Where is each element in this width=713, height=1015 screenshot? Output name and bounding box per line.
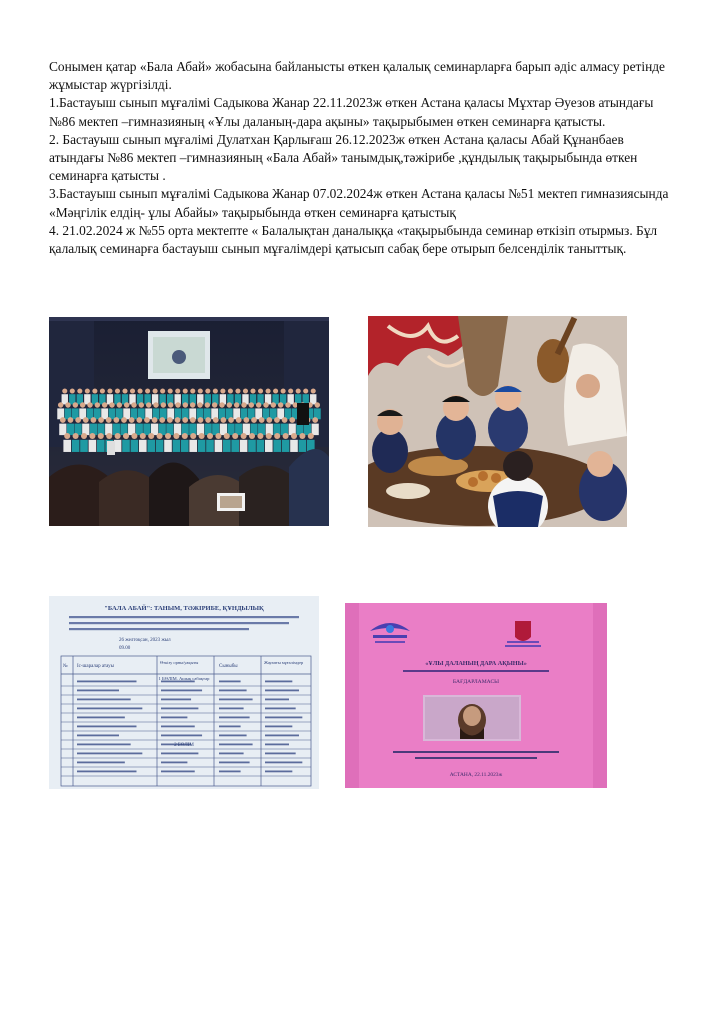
col-place: Өткізу орны/уақыты (160, 660, 199, 665)
col-number: № (63, 664, 68, 669)
booklet-title: «ҰЛЫ ДАЛАНЫҢ ДАРА АҚЫНЫ» (425, 660, 527, 667)
program-date: 26 желтоқсан, 2023 жыл (119, 638, 171, 643)
children-table-photo (368, 316, 627, 527)
concert-photo (49, 317, 329, 526)
report-text (49, 58, 677, 258)
col-teachers: Жауапты мұғалімдер (264, 660, 304, 665)
section-one: 1 БӨЛІМ. Ашық сабақтар (158, 676, 210, 681)
paragraph-item-1: 1.Бастауыш сынып мұғалімі Садыкова Жанар 22.11.2023ж өткен Астана қаласы Мұхтар Әуезов атындағы №86 мектеп –гимназияның «Ұлы даланың-дара ақыны» тақырыбымен өткен семинарға қатысты. (49, 95, 654, 129)
booklet-photo (345, 603, 607, 788)
booklet-subtitle: БАҒДАРЛАМАСЫ (452, 679, 500, 685)
paragraph-item-2: 2. Бастауыш сынып мұғалімі Дулатхан Қарлығаш 26.12.2023ж өткен Астана қаласы Абай Құнанбаев атындағы №86 мектеп –гимназияның «Бала Абай» танымдық,тәжірибе ,құндылық тақырыбында өткен семинарға қатысты . (49, 131, 638, 184)
col-event: Іс-шаралар атауы (77, 664, 115, 669)
program-heading: "БАЛА АБАЙ": ТАНЫМ, ТӘЖІРИБЕ, ҚҰНДЫЛЫҚ (104, 605, 264, 612)
program-time: 09.00 (119, 646, 131, 651)
paragraph-intro: Сонымен қатар «Бала Абай» жобасына байланысты өткен қалалық семинарларға барып әдіс алмасу ретінде жұмыстар жүргізілді. (49, 59, 666, 93)
section-two: 2 БӨЛІМ (174, 743, 194, 748)
paragraph-item-4: 4. 21.02.2024 ж №55 орта мектепте « Балалықтан даналыққа «тақырыбында семинар өткізіп отырмыз. Бұл қалалық семинарға бастауыш сынып мұғалімдері қатысып сабақ бере отырып белсенділік таныттық. (49, 222, 658, 257)
paragraph-item-3: 3.Бастауыш сынып мұғалімі Садыкова Жанар 07.02.2024ж өткен Астана қаласы №51 мектеп гимназиясында «Мәңгілік елдің- ұлы Абайы» тақырыбында өткен семинарға қатыстық (49, 186, 669, 220)
booklet-footer: АСТАНА, 22.11.2023ж (449, 772, 503, 778)
program-sheet-photo (49, 596, 319, 789)
col-class: Сыныбы (219, 664, 238, 669)
